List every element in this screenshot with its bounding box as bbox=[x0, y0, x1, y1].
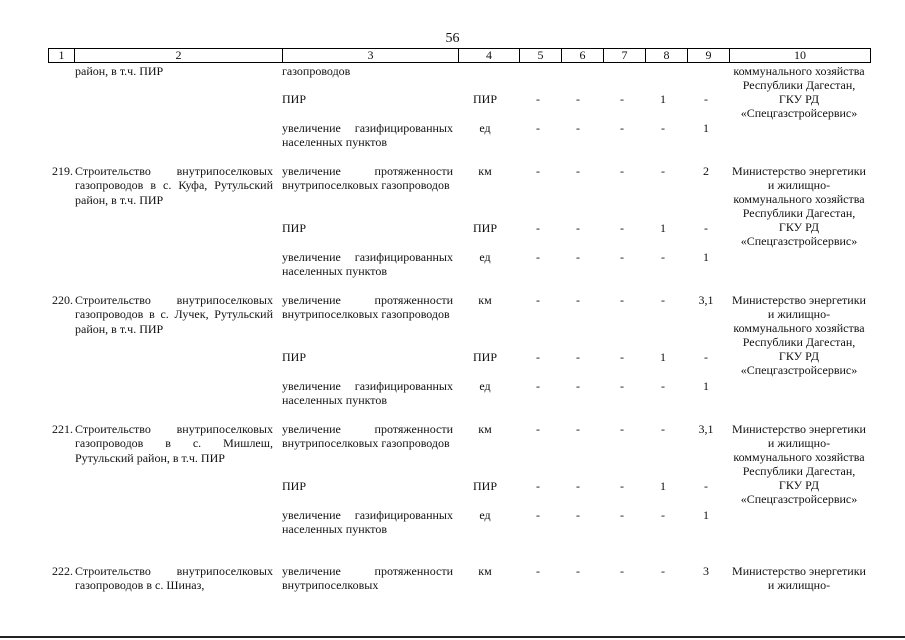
entry-name: Строительство внутрипоселковых газопроводов в с. Шиназ, bbox=[75, 564, 273, 593]
col-2: 2 bbox=[75, 49, 283, 63]
responsible-line: коммунального хозяйства bbox=[733, 64, 865, 78]
indicator-label: ПИР bbox=[282, 92, 307, 106]
indicator-unit: ед bbox=[479, 121, 491, 135]
value-col-6: - bbox=[576, 293, 580, 307]
value-col-6: - bbox=[576, 250, 580, 264]
entry-name: Строительство внутрипоселковых газопроводов в с. Мишлеш, Рутульский район, в т.ч. ПИР bbox=[75, 422, 273, 465]
value-col-5: - bbox=[536, 422, 540, 436]
value-col-5: - bbox=[536, 564, 540, 578]
entry-name-tail: район, в т.ч. ПИР bbox=[75, 64, 164, 78]
value-col-6: - bbox=[576, 379, 580, 393]
value-col-6: - bbox=[576, 564, 580, 578]
responsible-line: и жилищно- bbox=[767, 307, 831, 321]
value-col-5: - bbox=[536, 121, 540, 135]
indicator-label: ПИР bbox=[282, 221, 307, 235]
value-col-7: - bbox=[620, 293, 624, 307]
responsible-line: ГКУ РД bbox=[778, 349, 820, 363]
value-col-6: - bbox=[576, 92, 580, 106]
col-5: 5 bbox=[520, 49, 562, 63]
value-col-7: - bbox=[620, 564, 624, 578]
value-col-9: - bbox=[704, 92, 708, 106]
value-col-6: - bbox=[576, 164, 580, 178]
indicator-unit: ед bbox=[479, 250, 491, 264]
entry-number: 222. bbox=[52, 564, 73, 578]
col-3: 3 bbox=[283, 49, 459, 63]
indicator-unit: ПИР bbox=[472, 479, 497, 493]
value-col-6: - bbox=[576, 479, 580, 493]
value-col-9: 1 bbox=[703, 379, 709, 393]
value-col-9: 1 bbox=[703, 250, 709, 264]
value-col-7: - bbox=[620, 250, 624, 264]
entry-name: Строительство внутрипоселковых газопроводов в с. Куфа, Рутульский район, в т.ч. ПИР bbox=[75, 164, 273, 207]
responsible-line: Республики Дагестан, bbox=[742, 78, 856, 92]
entry-number: 219. bbox=[52, 164, 73, 178]
responsible-line: и жилищно- bbox=[767, 178, 831, 192]
responsible-line: коммунального хозяйства bbox=[733, 450, 865, 464]
responsible-line: «Спецгазстройсервис» bbox=[740, 234, 858, 248]
responsible-line: Министерство энергетики bbox=[732, 564, 866, 578]
value-col-5: - bbox=[536, 293, 540, 307]
value-col-7: - bbox=[620, 121, 624, 135]
indicator-unit: ПИР bbox=[472, 92, 497, 106]
value-col-7: - bbox=[620, 164, 624, 178]
indicator-label: ПИР bbox=[282, 350, 307, 364]
value-col-8: - bbox=[661, 422, 665, 436]
value-col-6: - bbox=[576, 121, 580, 135]
responsible-line: Республики Дагестан, bbox=[742, 335, 856, 349]
entry-name: Строительство внутрипоселковых газопроводов в с. Лучек, Рутульский район, в т.ч. ПИР bbox=[75, 293, 273, 336]
value-col-7: - bbox=[620, 221, 624, 235]
value-col-5: - bbox=[536, 164, 540, 178]
value-col-8: 1 bbox=[660, 350, 666, 364]
indicator-unit: ед bbox=[479, 379, 491, 393]
responsible-line: и жилищно- bbox=[767, 578, 831, 592]
value-col-7: - bbox=[620, 422, 624, 436]
value-col-9: 3 bbox=[703, 564, 709, 578]
col-8: 8 bbox=[646, 49, 688, 63]
value-col-7: - bbox=[620, 479, 624, 493]
indicator-unit: ПИР bbox=[472, 350, 497, 364]
value-col-6: - bbox=[576, 221, 580, 235]
indicator-unit: ПИР bbox=[472, 221, 497, 235]
value-col-9: - bbox=[704, 479, 708, 493]
value-col-8: 1 bbox=[660, 92, 666, 106]
value-col-6: - bbox=[576, 350, 580, 364]
responsible-line: Республики Дагестан, bbox=[742, 206, 856, 220]
value-col-8: - bbox=[661, 379, 665, 393]
indicator-unit: км bbox=[478, 564, 492, 578]
responsible-line: коммунального хозяйства bbox=[733, 321, 865, 335]
responsible-line: ГКУ РД bbox=[778, 478, 820, 492]
value-col-8: - bbox=[661, 164, 665, 178]
indicator-unit: км bbox=[478, 164, 492, 178]
page-number: 56 bbox=[445, 31, 460, 46]
responsible-line: Министерство энергетики bbox=[732, 293, 866, 307]
value-col-7: - bbox=[620, 508, 624, 522]
col-4: 4 bbox=[459, 49, 520, 63]
responsible-line: «Спецгазстройсервис» bbox=[740, 492, 858, 506]
indicator-label: увеличение протяженности внутрипоселковых bbox=[282, 564, 453, 593]
indicator-unit: ед bbox=[479, 508, 491, 522]
value-col-8: - bbox=[661, 293, 665, 307]
indicator-unit: км bbox=[478, 293, 492, 307]
value-col-9: 1 bbox=[703, 508, 709, 522]
indicator-label: увеличение газифицированных населенных пунктов bbox=[282, 508, 453, 537]
value-col-9: 3,1 bbox=[698, 293, 714, 307]
page-bottom-edge bbox=[0, 636, 905, 638]
value-col-5: - bbox=[536, 350, 540, 364]
indicator-label: увеличение газифицированных населенных пунктов bbox=[282, 379, 453, 408]
value-col-9: 1 bbox=[703, 121, 709, 135]
indicator-label: увеличение газифицированных населенных пунктов bbox=[282, 121, 453, 150]
indicator-unit: км bbox=[478, 422, 492, 436]
col-1: 1 bbox=[49, 49, 75, 63]
col-10: 10 bbox=[730, 49, 871, 63]
value-col-5: - bbox=[536, 508, 540, 522]
value-col-5: - bbox=[536, 221, 540, 235]
value-col-8: 1 bbox=[660, 479, 666, 493]
value-col-7: - bbox=[620, 379, 624, 393]
value-col-8: - bbox=[661, 564, 665, 578]
value-col-5: - bbox=[536, 379, 540, 393]
value-col-9: 2 bbox=[703, 164, 709, 178]
indicator-label: ПИР bbox=[282, 479, 307, 493]
value-col-5: - bbox=[536, 479, 540, 493]
responsible-line: и жилищно- bbox=[767, 436, 831, 450]
value-col-5: - bbox=[536, 250, 540, 264]
col-9: 9 bbox=[688, 49, 730, 63]
indicator-label: увеличение протяженности внутрипоселковых газопроводов bbox=[282, 293, 453, 322]
indicator-label: увеличение протяженности внутрипоселковых газопроводов bbox=[282, 164, 453, 193]
column-header-row bbox=[48, 48, 871, 63]
entry-number: 221. bbox=[52, 422, 73, 436]
indicator-label: увеличение газифицированных населенных пунктов bbox=[282, 250, 453, 279]
col-7: 7 bbox=[604, 49, 646, 63]
col-6: 6 bbox=[562, 49, 604, 63]
value-col-5: - bbox=[536, 92, 540, 106]
indicator-label-tail: газопроводов bbox=[282, 64, 351, 78]
value-col-8: - bbox=[661, 250, 665, 264]
value-col-9: 3,1 bbox=[698, 422, 714, 436]
value-col-6: - bbox=[576, 508, 580, 522]
responsible-line: Министерство энергетики bbox=[732, 164, 866, 178]
entry-number: 220. bbox=[52, 293, 73, 307]
responsible-line: ГКУ РД bbox=[778, 92, 820, 106]
responsible-line: Республики Дагестан, bbox=[742, 464, 856, 478]
value-col-8: 1 bbox=[660, 221, 666, 235]
value-col-6: - bbox=[576, 422, 580, 436]
value-col-8: - bbox=[661, 508, 665, 522]
value-col-9: - bbox=[704, 350, 708, 364]
responsible-line: «Спецгазстройсервис» bbox=[740, 363, 858, 377]
responsible-line: ГКУ РД bbox=[778, 220, 820, 234]
value-col-7: - bbox=[620, 350, 624, 364]
value-col-8: - bbox=[661, 121, 665, 135]
responsible-line: коммунального хозяйства bbox=[733, 192, 865, 206]
value-col-7: - bbox=[620, 92, 624, 106]
responsible-line: «Спецгазстройсервис» bbox=[740, 106, 858, 120]
responsible-line: Министерство энергетики bbox=[732, 422, 866, 436]
indicator-label: увеличение протяженности внутрипоселковых газопроводов bbox=[282, 422, 453, 451]
value-col-9: - bbox=[704, 221, 708, 235]
